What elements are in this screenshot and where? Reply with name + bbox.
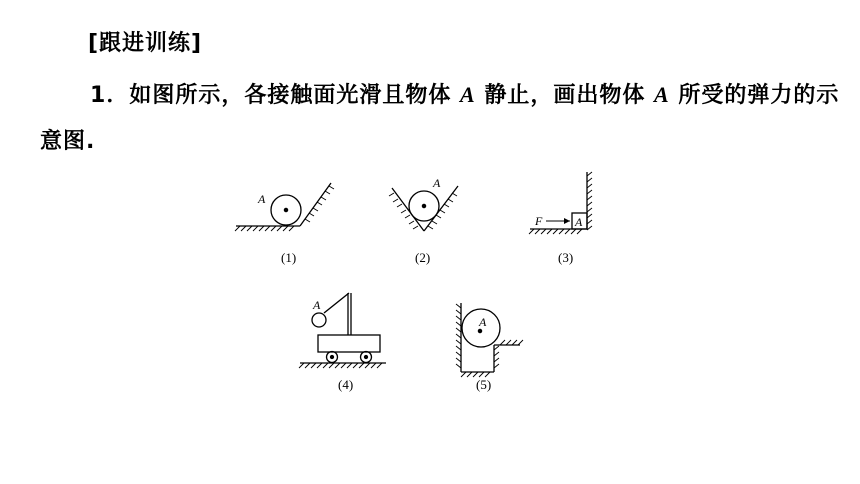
question-part2: 静止，画出物体 (475, 83, 654, 108)
question-number: 1 (90, 83, 107, 108)
question-part1: ．如图所示，各接触面光滑且物体 (106, 83, 460, 108)
object-a-label-1: A (459, 82, 476, 107)
fig5-object-label: A (479, 315, 487, 329)
figure-4 (299, 293, 386, 392)
fig1-object-label: A (258, 192, 266, 206)
question-part3: 所受的弹力的示意图. (40, 83, 840, 154)
figure-3 (529, 172, 592, 265)
fig3-force-label: F (535, 214, 543, 228)
fig5-caption: (5) (476, 377, 492, 392)
figure-1 (235, 183, 334, 265)
figure-2 (389, 176, 458, 265)
fig2-caption: (2) (415, 250, 431, 265)
fig4-object-label: A (313, 298, 321, 312)
fig1-caption: (1) (281, 250, 297, 265)
fig3-caption: (3) (558, 250, 574, 265)
fig2-object-label: A (433, 176, 441, 190)
section-heading: [跟进训练] (88, 31, 203, 56)
fig3-object-label: A (575, 215, 583, 229)
figure-5 (456, 303, 523, 392)
object-a-label-2: A (654, 82, 670, 107)
fig4-caption: (4) (338, 377, 354, 392)
